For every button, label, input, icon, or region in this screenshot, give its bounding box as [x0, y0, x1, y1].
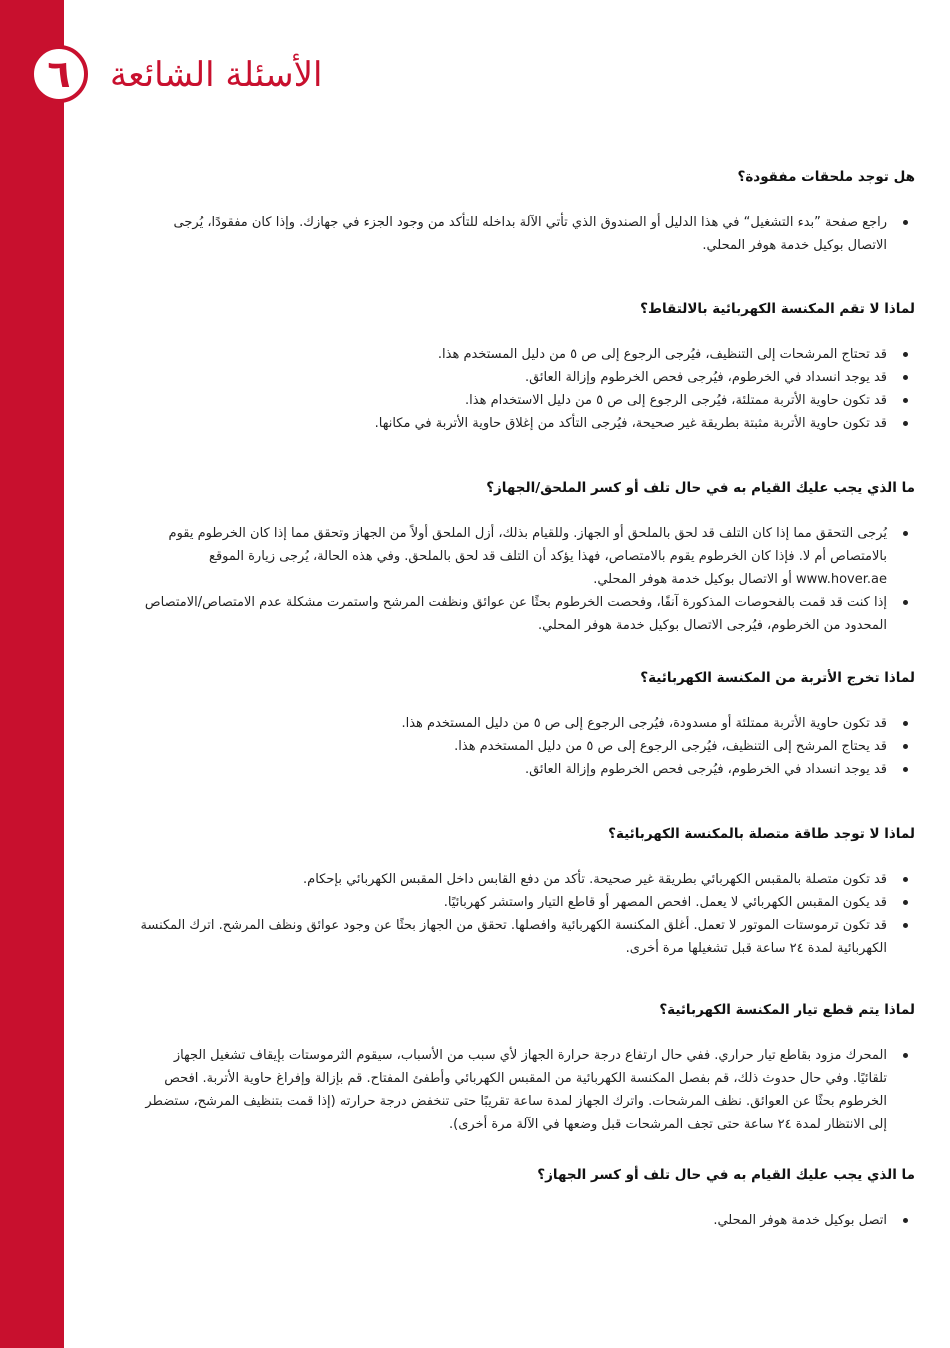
faq-answer-item: قد يكون المقبس الكهربائي لا يعمل. افحص المصهر أو قاطع التيار واستشر كهربائيًا. [140, 891, 915, 914]
faq-answer-item: قد يوجد انسداد في الخرطوم، فيُرجى فحص الخرطوم وإزالة العائق. [140, 758, 915, 781]
faq-answer-list [140, 1209, 915, 1232]
faq-answer-item: قد يوجد انسداد في الخرطوم، فيُرجى فحص الخرطوم وإزالة العائق. [140, 366, 915, 389]
left-color-band [0, 0, 64, 1348]
faq-answer-item: قد تكون متصلة بالمقبس الكهربائي بطريقة غير صحيحة. تأكد من دفع القابس داخل المقبس الكهربائي بإحكام. [140, 868, 915, 891]
faq-question: هل توجد ملحقات مفقودة؟ [737, 169, 915, 185]
page-title: الأسئلة الشائعة [110, 55, 323, 95]
chapter-number-badge [30, 45, 88, 103]
faq-question: لماذا لا تقم المكنسة الكهربائية بالالتقاط؟ [640, 301, 915, 317]
faq-question: ما الذي يجب عليك القيام به في حال تلف أو كسر الملحق/الجهاز؟ [486, 480, 915, 496]
faq-damaged-appliance [140, 1163, 915, 1232]
chapter-number: ٦ [47, 52, 71, 96]
faq-question: لماذا لا توجد طاقة متصلة بالمكنسة الكهربائية؟ [608, 826, 915, 842]
faq-answer-item: قد يحتاج المرشح إلى التنظيف، فيُرجى الرجوع إلى ص ٥ من دليل المستخدم هذا. [140, 735, 915, 758]
faq-answer-item: المحرك مزود بقاطع تيار حراري. ففي حال ارتفاع درجة حرارة الجهاز لأي سبب من الأسباب، سيقوم الثرموستات بإيقاف تشغيل الجهاز تلقائيًا. وفي حال حدوث ذلك، قم بفصل المكنسة الكهربائية من المقبس الكهربائي وأطفئ المفتاح. قم بإزالة وإفراغ حاوية الأتربة. افحص الخرطوم بحثًا عن العوائق. نظف المرشحات. واترك الجهاز لمدة ساعة تقريبًا حتى تنخفض درجة حرارته (إذا قمت بتنظيف المرشح، ستضطر إلى الانتظار لمدة ٢٤ ساعة حتى تجف المرشحات قبل وضعها في الآلة مرة أخرى). [140, 1044, 915, 1136]
faq-question: لماذا تخرج الأتربة من المكنسة الكهربائية؟ [640, 670, 915, 686]
faq-power-cut-off [140, 998, 915, 1136]
faq-answer-item: قد تكون حاوية الأتربة ممتلئة أو مسدودة، فيُرجى الرجوع إلى ص ٥ من دليل المستخدم هذا. [140, 712, 915, 735]
faq-question: ما الذي يجب عليك القيام به في حال تلف أو كسر الجهاز؟ [537, 1167, 915, 1183]
faq-missing-accessories [140, 165, 915, 257]
faq-answer-item: يُرجى التحقق مما إذا كان التلف قد لحق بالملحق أو الجهاز. وللقيام بذلك، أزل الملحق أولاً من الجهاز وتحقق مما إذا كان الخرطوم يقوم بالامتصاص أم لا. فإذا كان الخرطوم يقوم بالامتصاص، فهذا يؤكد أن التلف قد لحق بالملحق. وفي هذه الحالة، يُرجى زيارة الموقع www.hover.ae أو الاتصال بوكيل خدمة هوفر المحلي. [140, 522, 915, 591]
faq-question: لماذا يتم قطع تيار المكنسة الكهربائية؟ [659, 1002, 915, 1018]
faq-no-suction [140, 297, 915, 435]
faq-answer-item: قد تحتاج المرشحات إلى التنظيف، فيُرجى الرجوع إلى ص ٥ من دليل المستخدم هذا. [140, 343, 915, 366]
faq-answer-item: قد تكون ترموستات الموتور لا تعمل. أغلق المكنسة الكهربائية وافصلها. تحقق من الجهاز بحثًا عن وجود عوائق ونظف المرشح. اترك المكنسة الكهربائية لمدة ٢٤ ساعة قبل تشغيلها مرة أخرى. [140, 914, 915, 960]
faq-answer-list [140, 522, 915, 637]
faq-answer-list [140, 868, 915, 960]
faq-answer-list [140, 211, 915, 257]
faq-no-power [140, 822, 915, 960]
faq-answer-list [140, 343, 915, 435]
faq-answer-item: إذا كنت قد قمت بالفحوصات المذكورة آنفًا، وفحصت الخرطوم بحثًا عن عوائق ونظفت المرشح واستمرت مشكلة عدم الامتصاص/الامتصاص المحدود من الخرطوم، فيُرجى الاتصال بوكيل خدمة هوفر المحلي. [140, 591, 915, 637]
faq-answer-list [140, 712, 915, 781]
faq-answer-list [140, 1044, 915, 1136]
faq-answer-item: اتصل بوكيل خدمة هوفر المحلي. [140, 1209, 915, 1232]
faq-answer-item: قد تكون حاوية الأتربة مثبتة بطريقة غير صحيحة، فيُرجى التأكد من إغلاق حاوية الأتربة في مكانها. [140, 412, 915, 435]
faq-answer-item: قد تكون حاوية الأتربة ممتلئة، فيُرجى الرجوع إلى ص ٥ من دليل الاستخدام هذا. [140, 389, 915, 412]
faq-answer-item: راجع صفحة ”بدء التشغيل“ في هذا الدليل أو الصندوق الذي تأتي الآلة بداخله للتأكد من وجود الجزء في جهازك. وإذا كان مفقودًا، يُرجى الاتصال بوكيل خدمة هوفر المحلي. [140, 211, 915, 257]
faq-damaged-accessory [140, 476, 915, 637]
faq-dust-escaping [140, 666, 915, 781]
